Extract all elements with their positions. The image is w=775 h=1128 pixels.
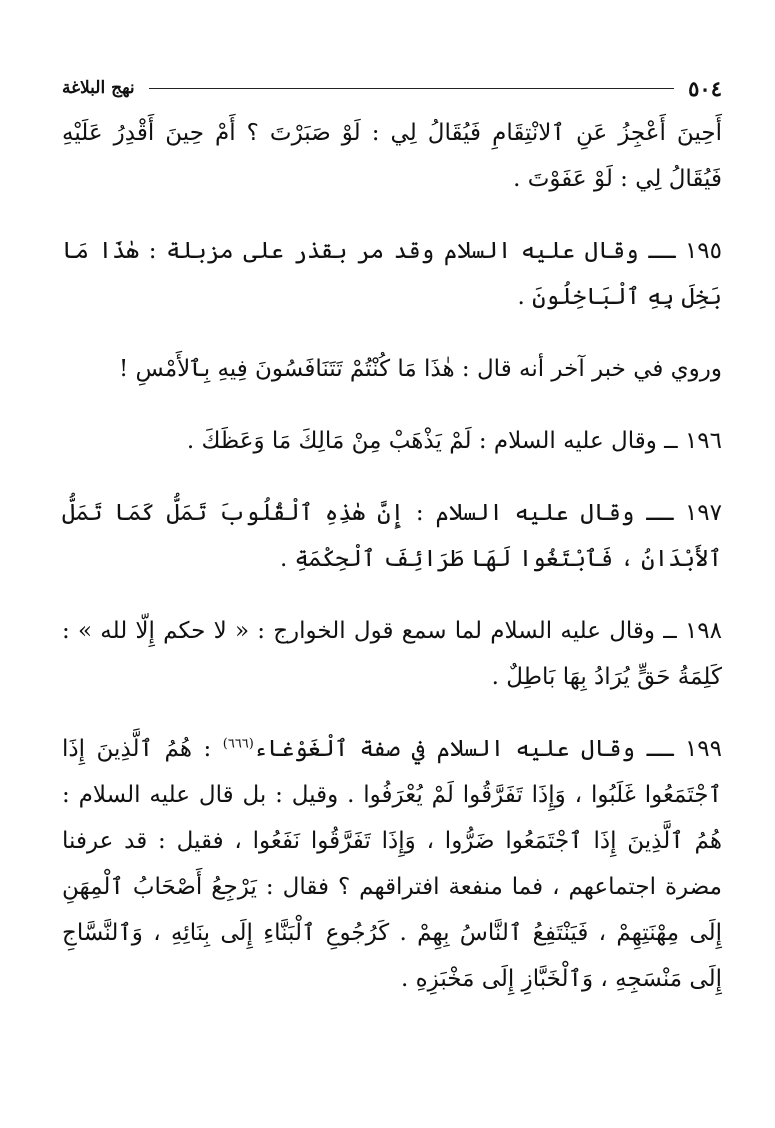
paragraph-continuation: أَحِينَ أَعْجِزُ عَنِ ٱلانْتِقَامِ فَيُقَالُ لِي : لَوْ صَبَرْتَ ؟ أَمْ حِينَ أَقْدِرُ عَلَيْهِ فَيُقَالُ لِي : لَوْ عَفَوْتَ .	[62, 120, 722, 192]
saying-199-rest: : هُمُ ٱلَّذِينَ إِذَا ٱجْتَمَعُوا غَلَبُوا ، وَإِذَا تَفَرَّقُوا لَمْ يُعْرَفُوا . وقيل : بل قال عليه السلام : هُمُ ٱلَّذِينَ إِذَا ٱجْتَمَعُوا ضَرُّوا ، وَإِذَا تَفَرَّقُوا نَفَعُوا ، فقيل : قد عرفنا مضرة اجتماعهم ، فما منفعة افتراقهم ؟ فقال : يَرْجِعُ أَصْحَابُ ٱلْمِهَنِ إِلَى مِهْنَتِهِمْ ، فَيَنْتَفِعُ ٱلنَّاسُ بِهِمْ . كَرُجُوعِ ٱلْبَنَّاءِ إِلَى بِنَائِهِ ، وَٱلنَّسَّاجِ إِلَى مَنْسَجِهِ ، وَٱلْخَبَّازِ إِلَى مَخْبَزِهِ .	[62, 736, 722, 992]
saying-199-start: ١٩٩ ــ وقال عليه السلام في صفة ٱلْغَوْغاء	[253, 736, 722, 762]
page-header	[62, 70, 722, 106]
page-number: ٥٠٤	[688, 75, 722, 101]
saying-195: ١٩٥ ــ وقال عليه السلام وقد مر بقذر على مزبلة : هٰذَا مَا بَخِلَ بِهِ ٱلْبَاخِلُونَ .	[62, 238, 722, 310]
saying-195-variant: وروي في خبر آخر أنه قال : هٰذَا مَا كُنْتُمْ تَتَنَافَسُونَ فِيهِ بِٱلأَمْسِ !	[118, 356, 722, 382]
book-page	[62, 70, 722, 1002]
footnote-reference[interactable]: (٦٦٦)	[222, 736, 254, 752]
saying-196: ١٩٦ ــ وقال عليه السلام : لَمْ يَذْهَبْ مِنْ مَالِكَ مَا وَعَظَكَ .	[186, 428, 722, 454]
running-title: نهج البلاغة	[62, 78, 135, 98]
saying-198: ١٩٨ ــ وقال عليه السلام لما سمع قول الخوارج : « لا حكم إِلّا لله » : كَلِمَةُ حَقٍّ يُرَادُ بِهَا بَاطِلٌ .	[62, 618, 722, 690]
saying-199	[62, 726, 722, 1002]
header-rule	[149, 88, 675, 89]
saying-197: ١٩٧ ــ وقال عليه السلام : إِنَّ هٰذِهِ ٱلْقُلُوبَ تَمَلُّ كَمَا تَمَلُّ ٱلأَبْدَانُ ، فَٱبْتَغُوا لَهَا طَرَائِفَ ٱلْحِكْمَةِ .	[62, 500, 722, 572]
